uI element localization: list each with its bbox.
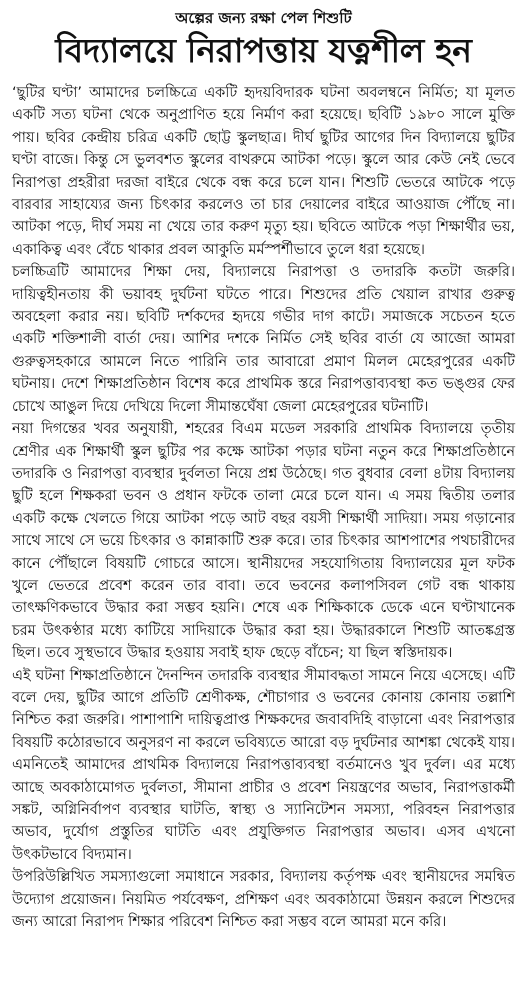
paragraph: চলচ্চিত্রটি আমাদের শিক্ষা দেয়, বিদ্যালয়ে নিরাপত্তা ও তদারকি কতটা জরুরি। দায়িত্বহীনতায় কী ভয়াবহ দুর্ঘটনা ঘটতে পারে। শিশুদের প্রতি খেয়াল রাখার গুরুত্ব অবহেলা করার নয়। ছবিটি দর্শকদের হৃদয়ে গভীর দাগ কাটে। সমাজকে সচেতন হতে একটি শক্তিশালী বার্তা দেয়। আশির দশকে নির্মিত সেই ছবির বার্তা যে আজো আমরা গুরুত্বসহকারে আমলে নিতে পারিনি তার আবারো প্রমাণ মিলল মেহেরপুরের একটি ঘটনায়। দেশে শিক্ষাপ্রতিষ্ঠান বিশেষ করে প্রাথমিক স্তরে নিরাপত্তাব্যবস্থা কত ভঙ্গুর ফের চোখে আঙুল দিয়ে দেখিয়ে দিলো সীমান্তঘেঁষা জেলা মেহেরপুরের ঘটনাটি। <box>12 264 515 415</box>
article-headline: বিদ্যালয়ে নিরাপত্তায় যত্নশীল হন <box>55 31 472 70</box>
paragraph: উপরিউল্লিখিত সমস্যাগুলো সমাধানে সরকার, বিদ্যালয় কর্তৃপক্ষ এবং স্থানীয়দের সমন্বিত উদ্যোগ প্রয়োজন। নিয়মিত পর্যবেক্ষণ, প্রশিক্ষণ এবং অবকাঠামো উন্নয়ন করলে শিশুদের জন্য আরো নিরাপদ শিক্ষার পরিবেশ নিশ্চিত করা সম্ভব বলে আমরা মনে করি। <box>12 869 515 931</box>
paragraph: নয়া দিগন্তের খবর অনুযায়ী, শহরের বিএম মডেল সরকারি প্রাথমিক বিদ্যালয়ে তৃতীয় শ্রেণীর এক শিক্ষার্থী স্কুল ছুটির পর কক্ষে আটকা পড়ার ঘটনা নতুন করে শিক্ষাপ্রতিষ্ঠানে তদারকি ও নিরাপত্তা ব্যবস্থার দুর্বলতা নিয়ে প্রশ্ন উঠেছে। গত বুধবার বেলা ৪টায় বিদ্যালয় ছুটি হলে শিক্ষকরা ভবন ও প্রধান ফটকে তালা মেরে চলে যান। এ সময় দ্বিতীয় তলার একটি কক্ষে খেলতে গিয়ে আটকা পড়ে আট বছর বয়সী শিক্ষার্থী সাদিয়া। সময় গড়ানোর সাথে সাথে সে ভয়ে চিৎকার ও কান্নাকাটি শুরু করে। তার চিৎকার আশপাশের পথচারীদের কানে পৌঁছালে বিষয়টি গোচরে আসে। স্থানীয়দের সহযোগিতায় বিদ্যালয়ের মূল ফটক খুলে ভেতরে প্রবেশ করেন তার বাবা। তবে ভবনের কলাপসিবল গেট বন্ধ থাকায় তাৎক্ষণিকভাবে উদ্ধার করা সম্ভব হয়নি। শেষে এক শিক্ষিকাকে ডেকে এনে ঘণ্টাখানেক চরম উৎকণ্ঠার মধ্যে কাটিয়ে সাদিয়াকে উদ্ধার করা হয়। উদ্ধারকালে শিশুটি আতঙ্কগ্রস্ত ছিল। তবে সুস্থভাবে উদ্ধার হওয়ায় সবাই হাফ ছেড়ে বাঁচেন; যা ছিল স্বস্তিদায়ক। <box>12 421 515 662</box>
paragraph: ‘ছুটির ঘণ্টা’ আমাদের চলচ্চিত্রে একটি হৃদয়বিদারক ঘটনা অবলম্বনে নির্মিত; যা মূলত একটি সত্য ঘটনা থেকে অনুপ্রাণিত হয়ে নির্মাণ করা হয়েছে। ছবিটি ১৯৮০ সালে মুক্তি পায়। ছবির কেন্দ্রীয় চরিত্র একটি ছোট্ট স্কুলছাত্র। দীর্ঘ ছুটির আগের দিন বিদ্যালয়ে ছুটির ঘণ্টা বাজে। কিন্তু সে ভুলবশত স্কুলের বাথরুমে আটকা পড়ে। স্কুলে আর কেউ নেই ভেবে নিরাপত্তা প্রহরীরা দরজা বাইরে থেকে বন্ধ করে চলে যান। শিশুটি ভেতরে আটকে পড়ে বারবার সাহায্যের জন্য চিৎকার করলেও তা চার দেয়ালের বাইরে আওয়াজ পৌঁছে না। আটকা পড়ে, দীর্ঘ সময় না খেয়ে তার করুণ মৃত্যু হয়। ছবিতে আটকে পড়া শিক্ষার্থীর ভয়, একাকিত্ব এবং বেঁচে থাকার প্রবল আকুতি মর্মস্পর্শীভাবে তুলে ধরা হয়েছে। <box>12 85 515 258</box>
article-kicker: অল্পের জন্য রক্ষা পেল শিশুটি <box>175 9 352 27</box>
article-body <box>12 82 515 933</box>
paragraph: এই ঘটনা শিক্ষাপ্রতিষ্ঠানে দৈনন্দিন তদারকি ব্যবস্থার সীমাবদ্ধতা সামনে নিয়ে এসেছে। এটি বলে দেয়, ছুটির আগে প্রতিটি শ্রেণীকক্ষ, শৌচাগার ও ভবনের কোনায় কোনায় তল্লাশি নিশ্চিত করা জরুরি। পাশাপাশি দায়িত্বপ্রাপ্ত শিক্ষকদের জবাবদিহি বাড়ানো এবং নিরাপত্তার বিষয়টি কঠোরভাবে অনুসরণ না করলে ভবিষ্যতে আরো বড় দুর্ঘটনার আশঙ্কা থেকেই যায়। এমনিতেই আমাদের প্রাথমিক বিদ্যালয়ে নিরাপত্তাব্যবস্থা বর্তমানেও খুব দুর্বল। এর মধ্যে আছে অবকাঠামোগত দুর্বলতা, সীমানা প্রাচীর ও প্রবেশ নিয়ন্ত্রণের অভাব, নিরাপত্তাকর্মী সঙ্কট, অগ্নিনির্বাপণ ব্যবস্থার ঘাটতি, স্বাস্থ্য ও স্যানিটেশন সমস্যা, পরিবহন নিরাপত্তার অভাব, দুর্যোগ প্রস্তুতির ঘাটতি এবং প্রযুক্তিগত নিরাপত্তার অভাব। এসব এখনো উৎকটভাবে বিদ্যমান। <box>12 667 515 863</box>
